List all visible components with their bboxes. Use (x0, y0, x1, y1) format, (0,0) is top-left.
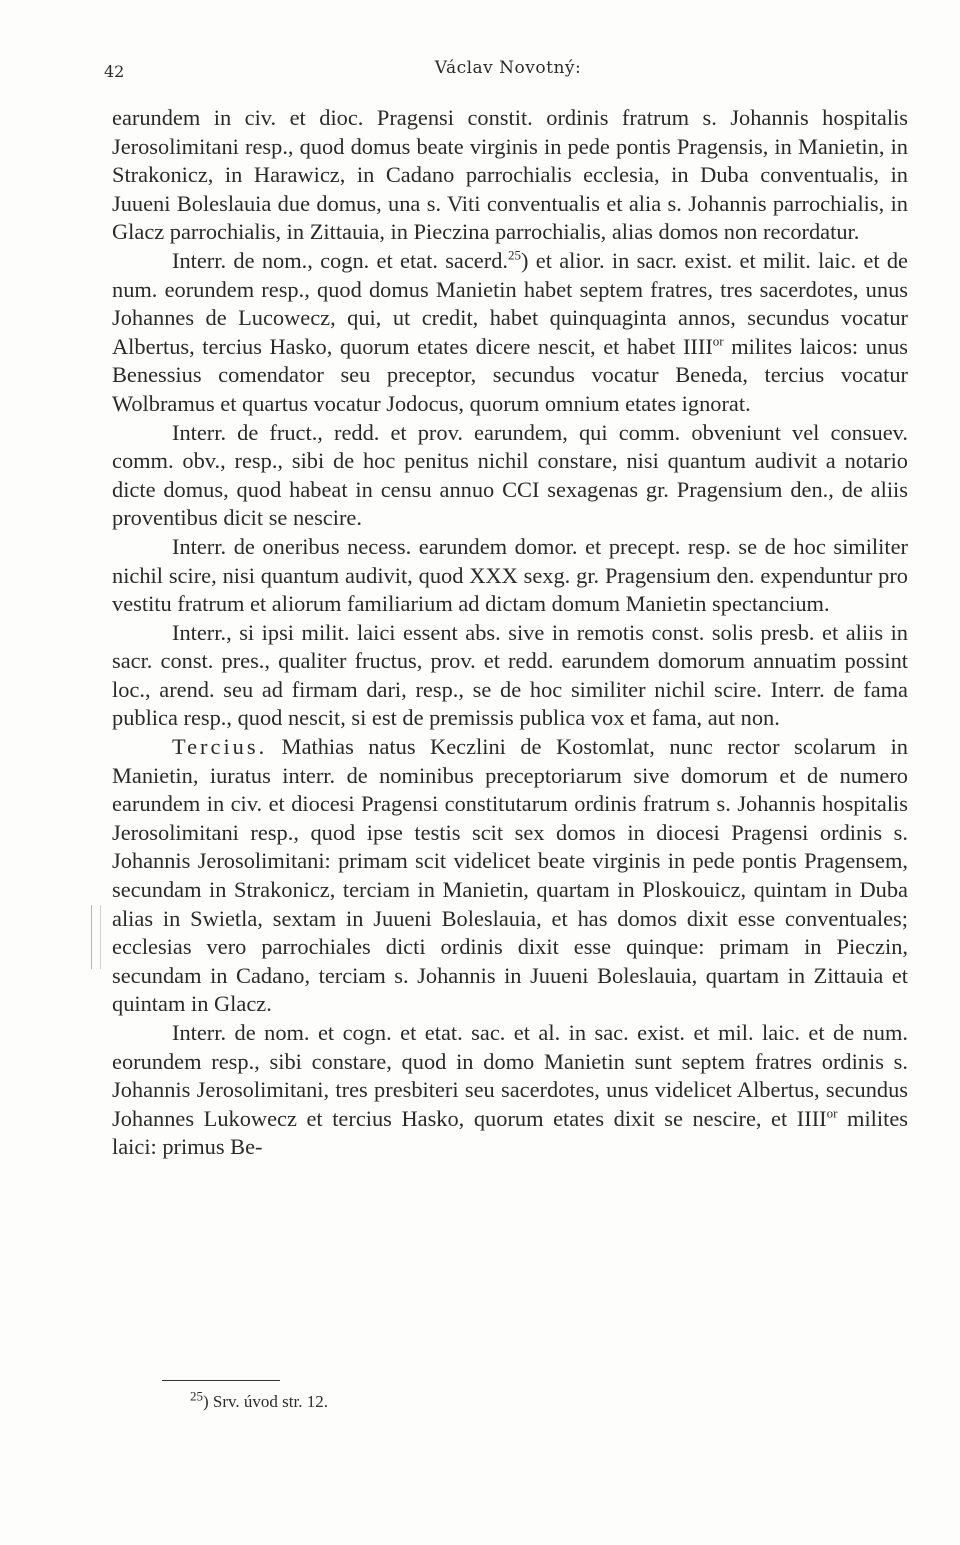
paragraph-1: earundem in civ. et dioc. Pragensi constit. ordinis fratrum s. Johannis hospitalis Jerosolimitani resp., quod domus beate virginis in pede pontis Pragensis, in Manietin, in Strakonicz, in Harawicz, in Cadano parrochialis ecclesia, in Duba conventualis, in Juueni Boleslauia due domus, una s. Viti conventualis et alia s. Johannis parrochialis, in Glacz parrochialis, in Zittauia, in Pieczina parrochialis, alias domos non recordatur. (112, 105, 908, 245)
paragraph-2-middle: ) et alior. in sacr. exist. et milit. laic. et de num. eorundem resp., quod domus Manietin habet septem fratres, tres sacerdotes, unus Johannes de Lucowecz, qui, ut credit, habet quinquaginta annos, secundus vocatur Albertus, tercius Hasko, quorum etates dicere nescit, et habet IIII (112, 247, 908, 359)
paragraph-5: Interr., si ipsi milit. laici essent abs. sive in remotis const. solis presb. et aliis in sacr. const. pres., qualiter fructus, prov. et redd. earundem domorum annuatim possint loc., arend. seu ad firmam dari, resp., se de hoc similiter nichil scire. Interr. de fama publica resp., quod nescit, si est de premissis publica vox et fama, aut non. (112, 619, 908, 731)
witness-heading: Tercius. (172, 734, 268, 760)
paragraph-6-text: Mathias natus Keczlini de Kostomlat, nunc rector scolarum in Manietin, iuratus interr. de nominibus preceptoriarum sive domorum et de numero earundem in civ. et diocesi Pragensi constitutarum ordinis fratrum s. Johannis hospitalis Jerosolimitani resp., quod ipse testis scit sex domos in diocesi Pragensi ordinis s. Johannis Jerosolimitani: primam scit videlicet beate virginis in pede pontis Pragensem, secundam in Strakonicz, terciam in Manietin, quartam in Ploskouicz, quintam in Duba alias in Swietla, sextam in Juueni Boleslauia, et has domos dixit esse conventuales; ecclesias vero parrochiales dicti ordinis dixit esse quinque: primam in Pieczin, secundam in Cadano, terciam s. Johannis in Juueni Boleslauia, quartam in Zittauia et quintam in Glacz. (112, 734, 908, 1017)
paragraph-2-start: Interr. de nom., cogn. et etat. sacerd. (172, 247, 508, 273)
margin-mark (91, 905, 101, 969)
ordinal-superscript: or (826, 1105, 838, 1121)
ordinal-superscript: or (712, 333, 724, 349)
paragraph-3: Interr. de fruct., redd. et prov. earundem, qui comm. obveniunt vel consuev. comm. obv., resp., sibi de hoc penitus nichil constare, nisi quantum audivit a notario dicte domus, quod habeat in censu annuo CCI sexagenas gr. Pragensium den., de aliis proventibus dicit se nescire. (112, 419, 908, 531)
paragraph-7-start: Interr. de nom. et cogn. et etat. sac. et al. in sac. exist. et mil. laic. et de num. eorundem resp., sibi constare, quod in domo Manietin sunt septem fratres ordinis s. Johannis Jerosolimitani, tres presbiteri seu sacerdotes, unus videlicet Albertus, secundus Johannes Lukowecz et tercius Hasko, quorum etates dixit se nescire, et IIII (112, 1020, 908, 1131)
footnote-text: ) Srv. úvod str. 12. (203, 1392, 328, 1411)
footnote-rule (162, 1380, 280, 1381)
paragraph-7 (112, 1019, 908, 1162)
paragraph-2-end: milites laicos: unus Benessius comendator seu preceptor, secundus vocatur Beneda, tercius vocatur Wolbramus et quartus vocatur Jodocus, quorum omnium etates ignorat. (112, 333, 908, 416)
running-head: Václav Novotný: (434, 58, 582, 78)
footnote (190, 1388, 328, 1412)
page-number: 42 (104, 62, 125, 81)
paragraph-6 (112, 733, 908, 1019)
paragraph-7-end: milites laici: primus Be- (112, 1105, 908, 1160)
footnote-reference: 25 (508, 247, 521, 263)
paragraph-4: Interr. de oneribus necess. earundem domor. et precept. resp. se de hoc similiter nichil scire, nisi quantum audivit, quod XXX sexg. gr. Pragensium den. expenduntur pro vestitu fratrum et aliorum familiarium ad dictam domum Manietin spectancium. (112, 533, 908, 617)
body-text (112, 104, 908, 1162)
page-header (104, 58, 912, 88)
paragraph-2 (112, 247, 908, 419)
footnote-marker: 25 (190, 1388, 203, 1404)
